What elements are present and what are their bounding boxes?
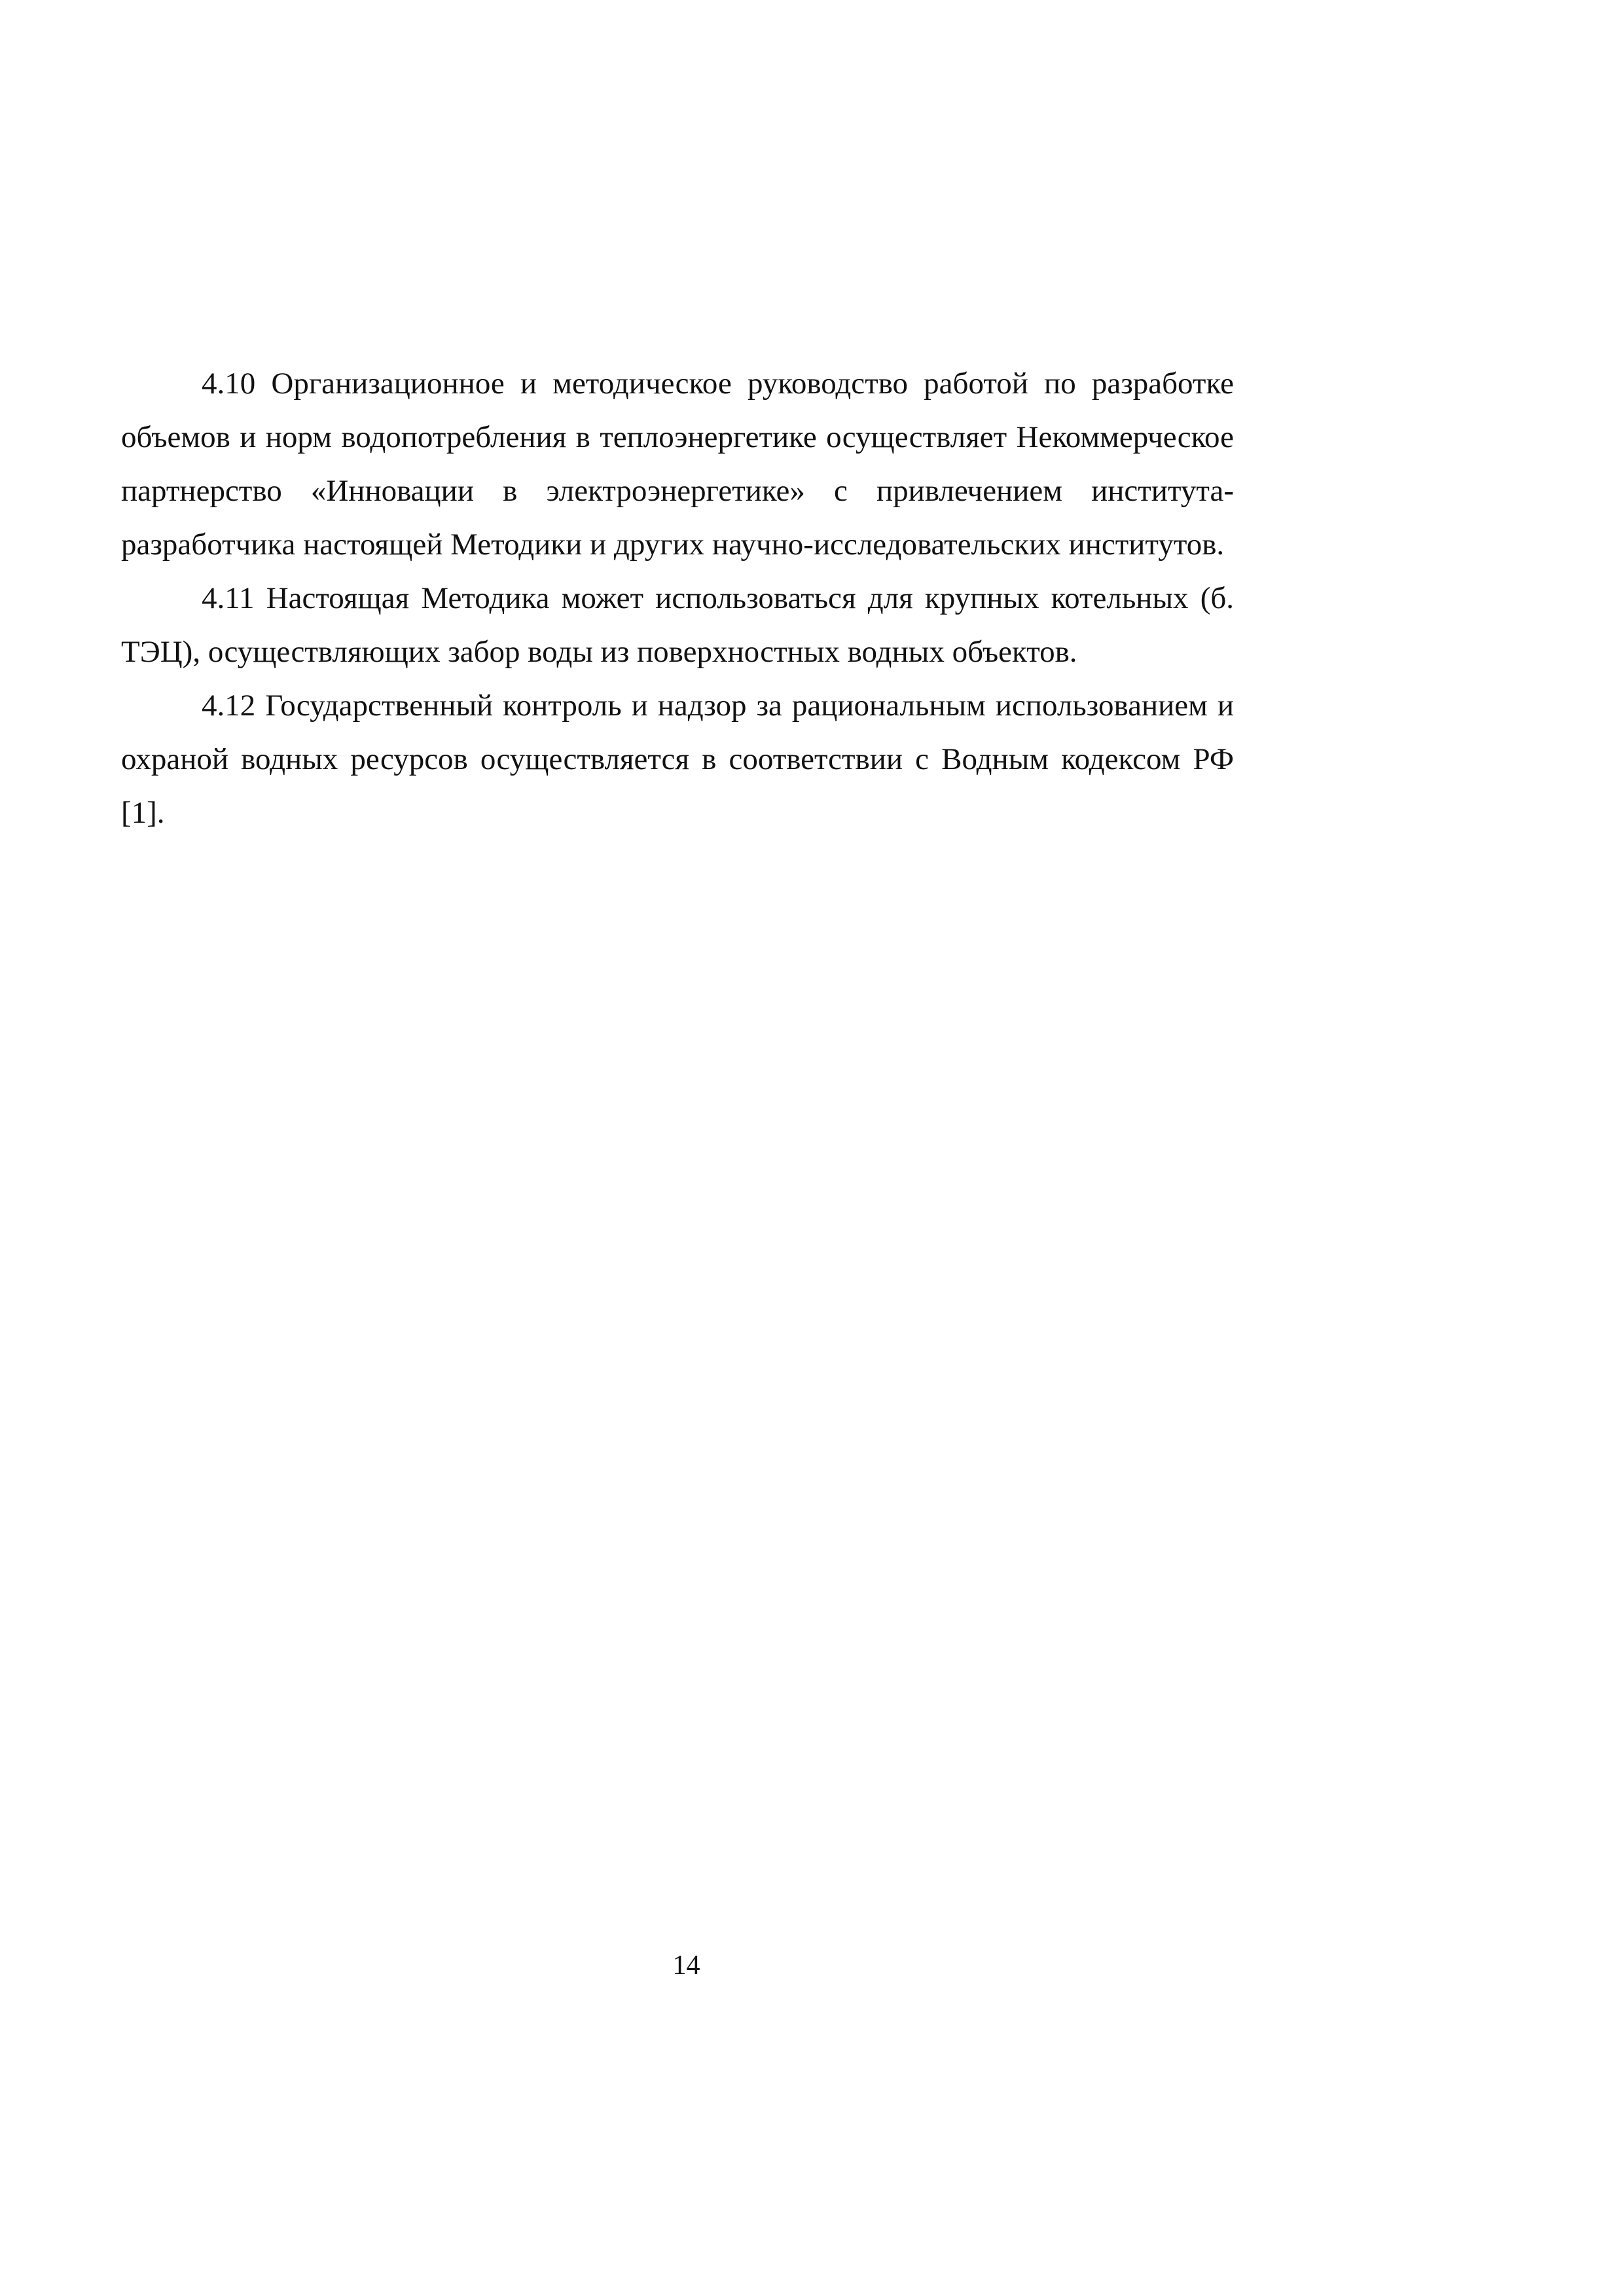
page-number: 14 xyxy=(672,1950,700,1981)
paragraph-text: Настоящая Методика может использоваться для крупных котельных (б. ТЭЦ), осуществляющих забор воды из поверхностных водных объектов. xyxy=(121,581,1235,669)
paragraph-number: 4.12 xyxy=(202,689,256,723)
paragraph-number: 4.11 xyxy=(202,581,255,615)
paragraph-4-11 xyxy=(121,571,1234,679)
paragraph-4-12 xyxy=(121,679,1234,840)
paragraph-text: Организационное и методическое руководство работой по разработке объемов и норм водопотребления в теплоэнергетике осуществляет Некоммерческое партнерство «Инновации в электроэнергетике» с привлечением института-разработчика настоящей Методики и других научно-исследовательских институтов. xyxy=(121,367,1234,562)
paragraph-text: Государственный контроль и надзор за рациональным использованием и охраной водных ресурсов осуществляется в соответствии с Водным кодексом РФ [1]. xyxy=(121,689,1234,830)
paragraph-4-10 xyxy=(121,357,1234,571)
paragraph-number: 4.10 xyxy=(202,367,256,401)
document-body xyxy=(121,357,1234,840)
